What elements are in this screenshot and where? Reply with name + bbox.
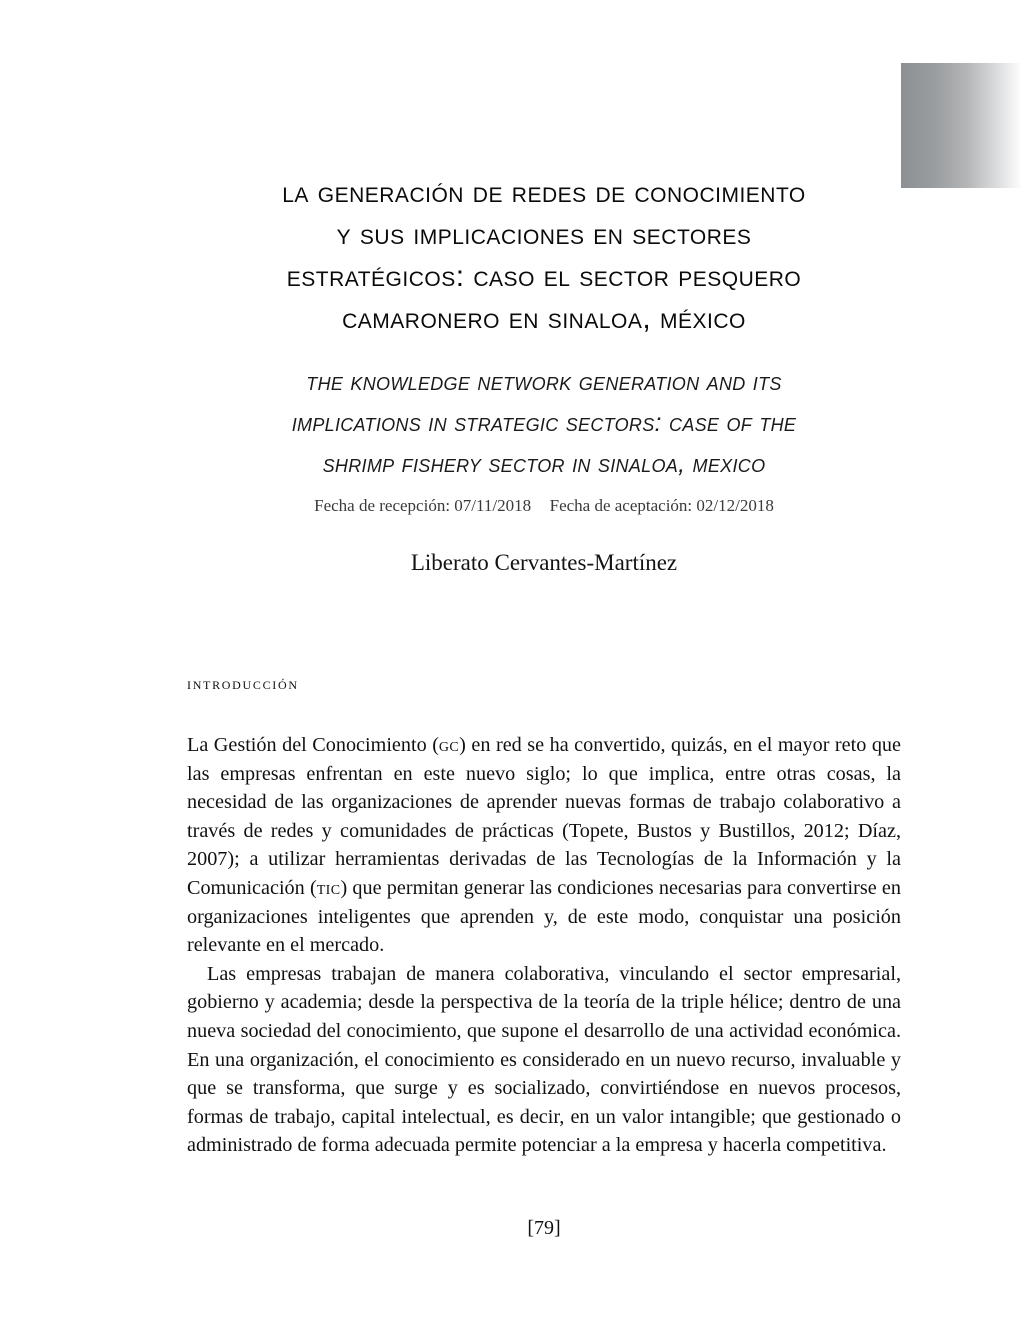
abbr-gc: gc [438, 734, 460, 756]
page-number: [79] [527, 1217, 561, 1239]
title-line-2: y sus implicaciones en sectores [336, 218, 752, 251]
title-line-3: estratégicos: caso el sector pesquero [286, 260, 802, 293]
subtitle-line-2: implications in strategic sectors: case of the [291, 409, 797, 437]
reception-date: Fecha de recepción: 07/11/2018 [314, 496, 532, 515]
article-subtitle-english [187, 362, 901, 485]
subtitle-line-3: shrimp fishery sector in sinaloa, mexico [322, 450, 766, 478]
body-text [187, 731, 901, 1160]
page-content [187, 0, 901, 1329]
scan-gradient-artifact [901, 63, 1022, 188]
section-heading-introduccion: introducción [187, 674, 299, 693]
paragraph-1-text-part-1: La Gestión del Conocimiento ( [187, 734, 439, 756]
paragraph-2: Las empresas trabajan de manera colaborativa, vinculando el sector empresarial, gobierno y academia; desde la perspectiva de la teoría de la triple hélice; dentro de una nueva sociedad del conocimiento, que supone el desarrollo de una actividad económica. En una organización, el conocimiento es considerado en un nuevo recurso, invaluable y que se transforma, que surge y es socializado, convirtiéndose en nuevos procesos, formas de trabajo, capital intelectual, es decir, en un valor intangible; que gestionado o administrado de forma adecuada permite potenciar a la empresa y hacerla competitiva. [187, 962, 901, 1157]
publication-dates [187, 495, 901, 517]
abbr-tic: tic [316, 876, 341, 899]
acceptance-date: Fecha de aceptación: 02/12/2018 [549, 496, 774, 515]
title-line-4: camaronero en sinaloa, méxico [342, 302, 746, 335]
paragraph-1 [187, 731, 901, 960]
subtitle-line-1: the knowledge network generation and its [306, 368, 782, 396]
title-line-1: la generación de redes de conocimiento [282, 176, 806, 209]
article-title [187, 172, 901, 340]
author-name: Liberato Cervantes-Martínez [410, 550, 678, 575]
paragraph-1-text-part-3: ) que permitan generar las condiciones necesarias para convertirse en organizaciones inteligentes que aprenden y, de este modo, conquistar una posición relevante en el mercado. [187, 876, 901, 957]
paragraph-1-text-part-2: ) en red se ha convertido, quizás, en el mayor reto que las empresas enfrentan en este nuevo siglo; lo que implica, entre otras cosas, la necesidad de las organizaciones de aprender nuevas formas de trabajo colaborativo a través de redes y comunidades de prácticas (Topete, Bustos y Bustillos, 2012; Díaz, 2007); a utilizar herramientas derivadas de las Tecnologías de la Información y la Comunicación ( [187, 734, 901, 899]
